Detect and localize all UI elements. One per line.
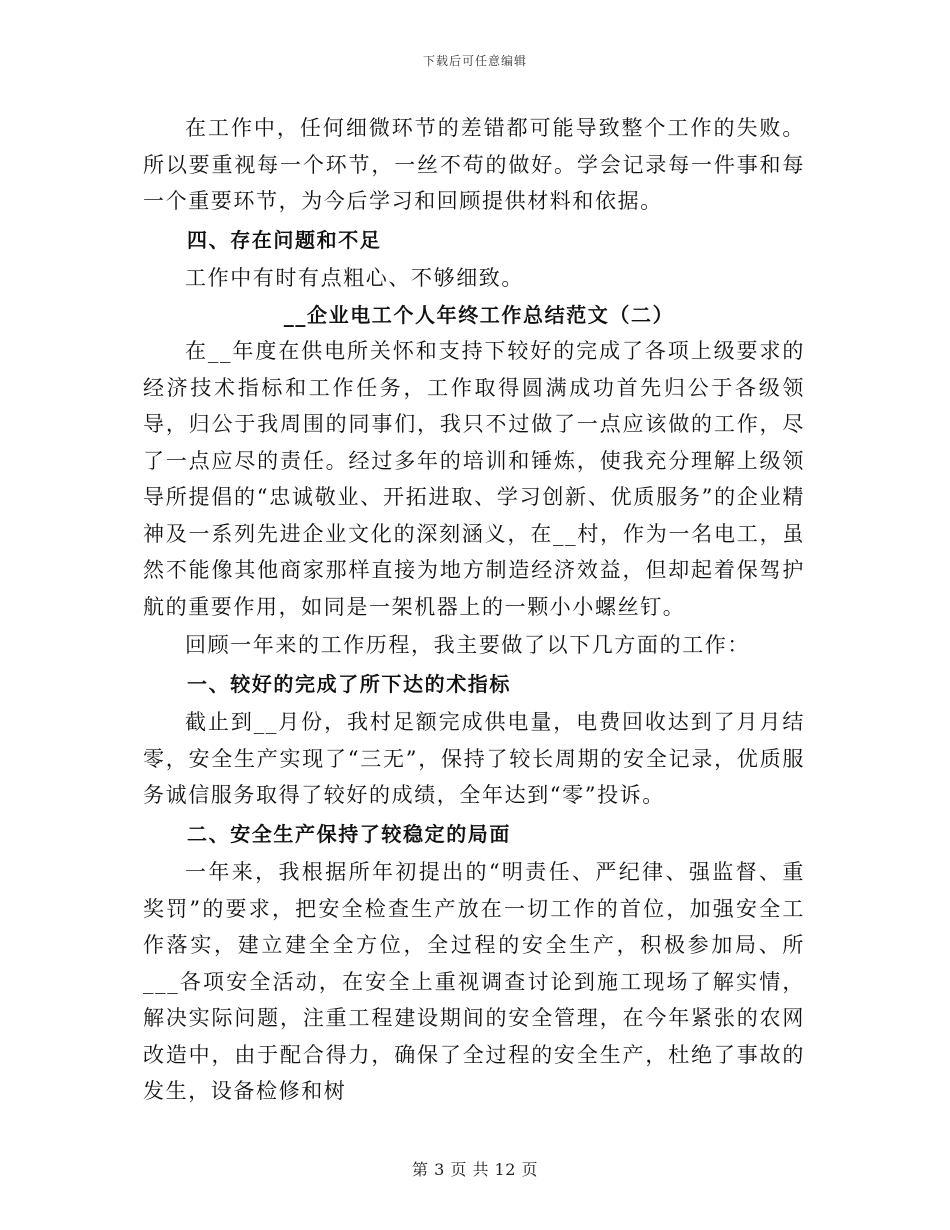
paragraph-indicators: 截止到__月份，我村足额完成供电量，电费回收达到了月月结零，安全生产实现了“三无”，保持了较长周期的安全记录，优质服务诚信服务取得了较好的成绩，全年达到“零”投诉。	[143, 710, 805, 807]
paragraph-intro: 在__年度在供电所关怀和支持下较好的完成了各项上级要求的经济技术指标和工作任务，工作取得圆满成功首先归公于各级领导，归公于我周围的同事们，我只不过做了一点应该做的工作，尽了一点应尽的责任。经过多年的培训和锤炼，使我充分理解上级领导所提倡的“忠诚敬业、开拓进取、学习创新、优质服务”的企业精神及一系列先进企业文化的深刻涵义，在__村，作为一名电工，虽然不能像其他商家那样直接为地方制造经济效益，但却起着保驾护航的重要作用，如同是一架机器上的一颗小小螺丝钉。	[143, 339, 805, 619]
page-header: 下载后可任意编辑	[422, 54, 527, 68]
page-footer: 第 3 页 共 12 页	[412, 1160, 538, 1179]
section-heading-indicators: 一、较好的完成了所下达的术指标	[187, 671, 511, 696]
paragraph-attention-to-detail: 在工作中，任何细微环节的差错都可能导致整个工作的失败。所以要重视每一个环节，一丝不苟的做好。学会记录每一件事和每一个重要环节，为今后学习和回顾提供材料和依据。	[143, 116, 805, 213]
document-title: __企业电工个人年终工作总结范文（二）	[283, 302, 675, 327]
section-heading-safety: 二、安全生产保持了较稳定的局面	[187, 821, 511, 846]
paragraph-safety: 一年来，我根据所年初提出的“明责任、严纪律、强监督、重奖罚”的要求，把安全检查生产放在一切工作的首位，加强安全工作落实，建立建全全方位，全过程的安全生产，积极参加局、所___各项安全活动，在安全上重视调查讨论到施工现场了解实情，解决实际问题，注重工程建设期间的安全管理，在今年紧张的农网改造中，由于配合得力，确保了全过程的安全生产，杜绝了事故的发生，设备检修和树	[143, 860, 805, 1103]
section-heading-problems: 四、存在问题和不足	[187, 227, 382, 252]
paragraph-review: 回顾一年来的工作历程，我主要做了以下几方面的工作：	[185, 633, 750, 657]
paragraph-problems: 工作中有时有点粗心、不够细致。	[185, 266, 524, 290]
document-body	[143, 110, 805, 1110]
